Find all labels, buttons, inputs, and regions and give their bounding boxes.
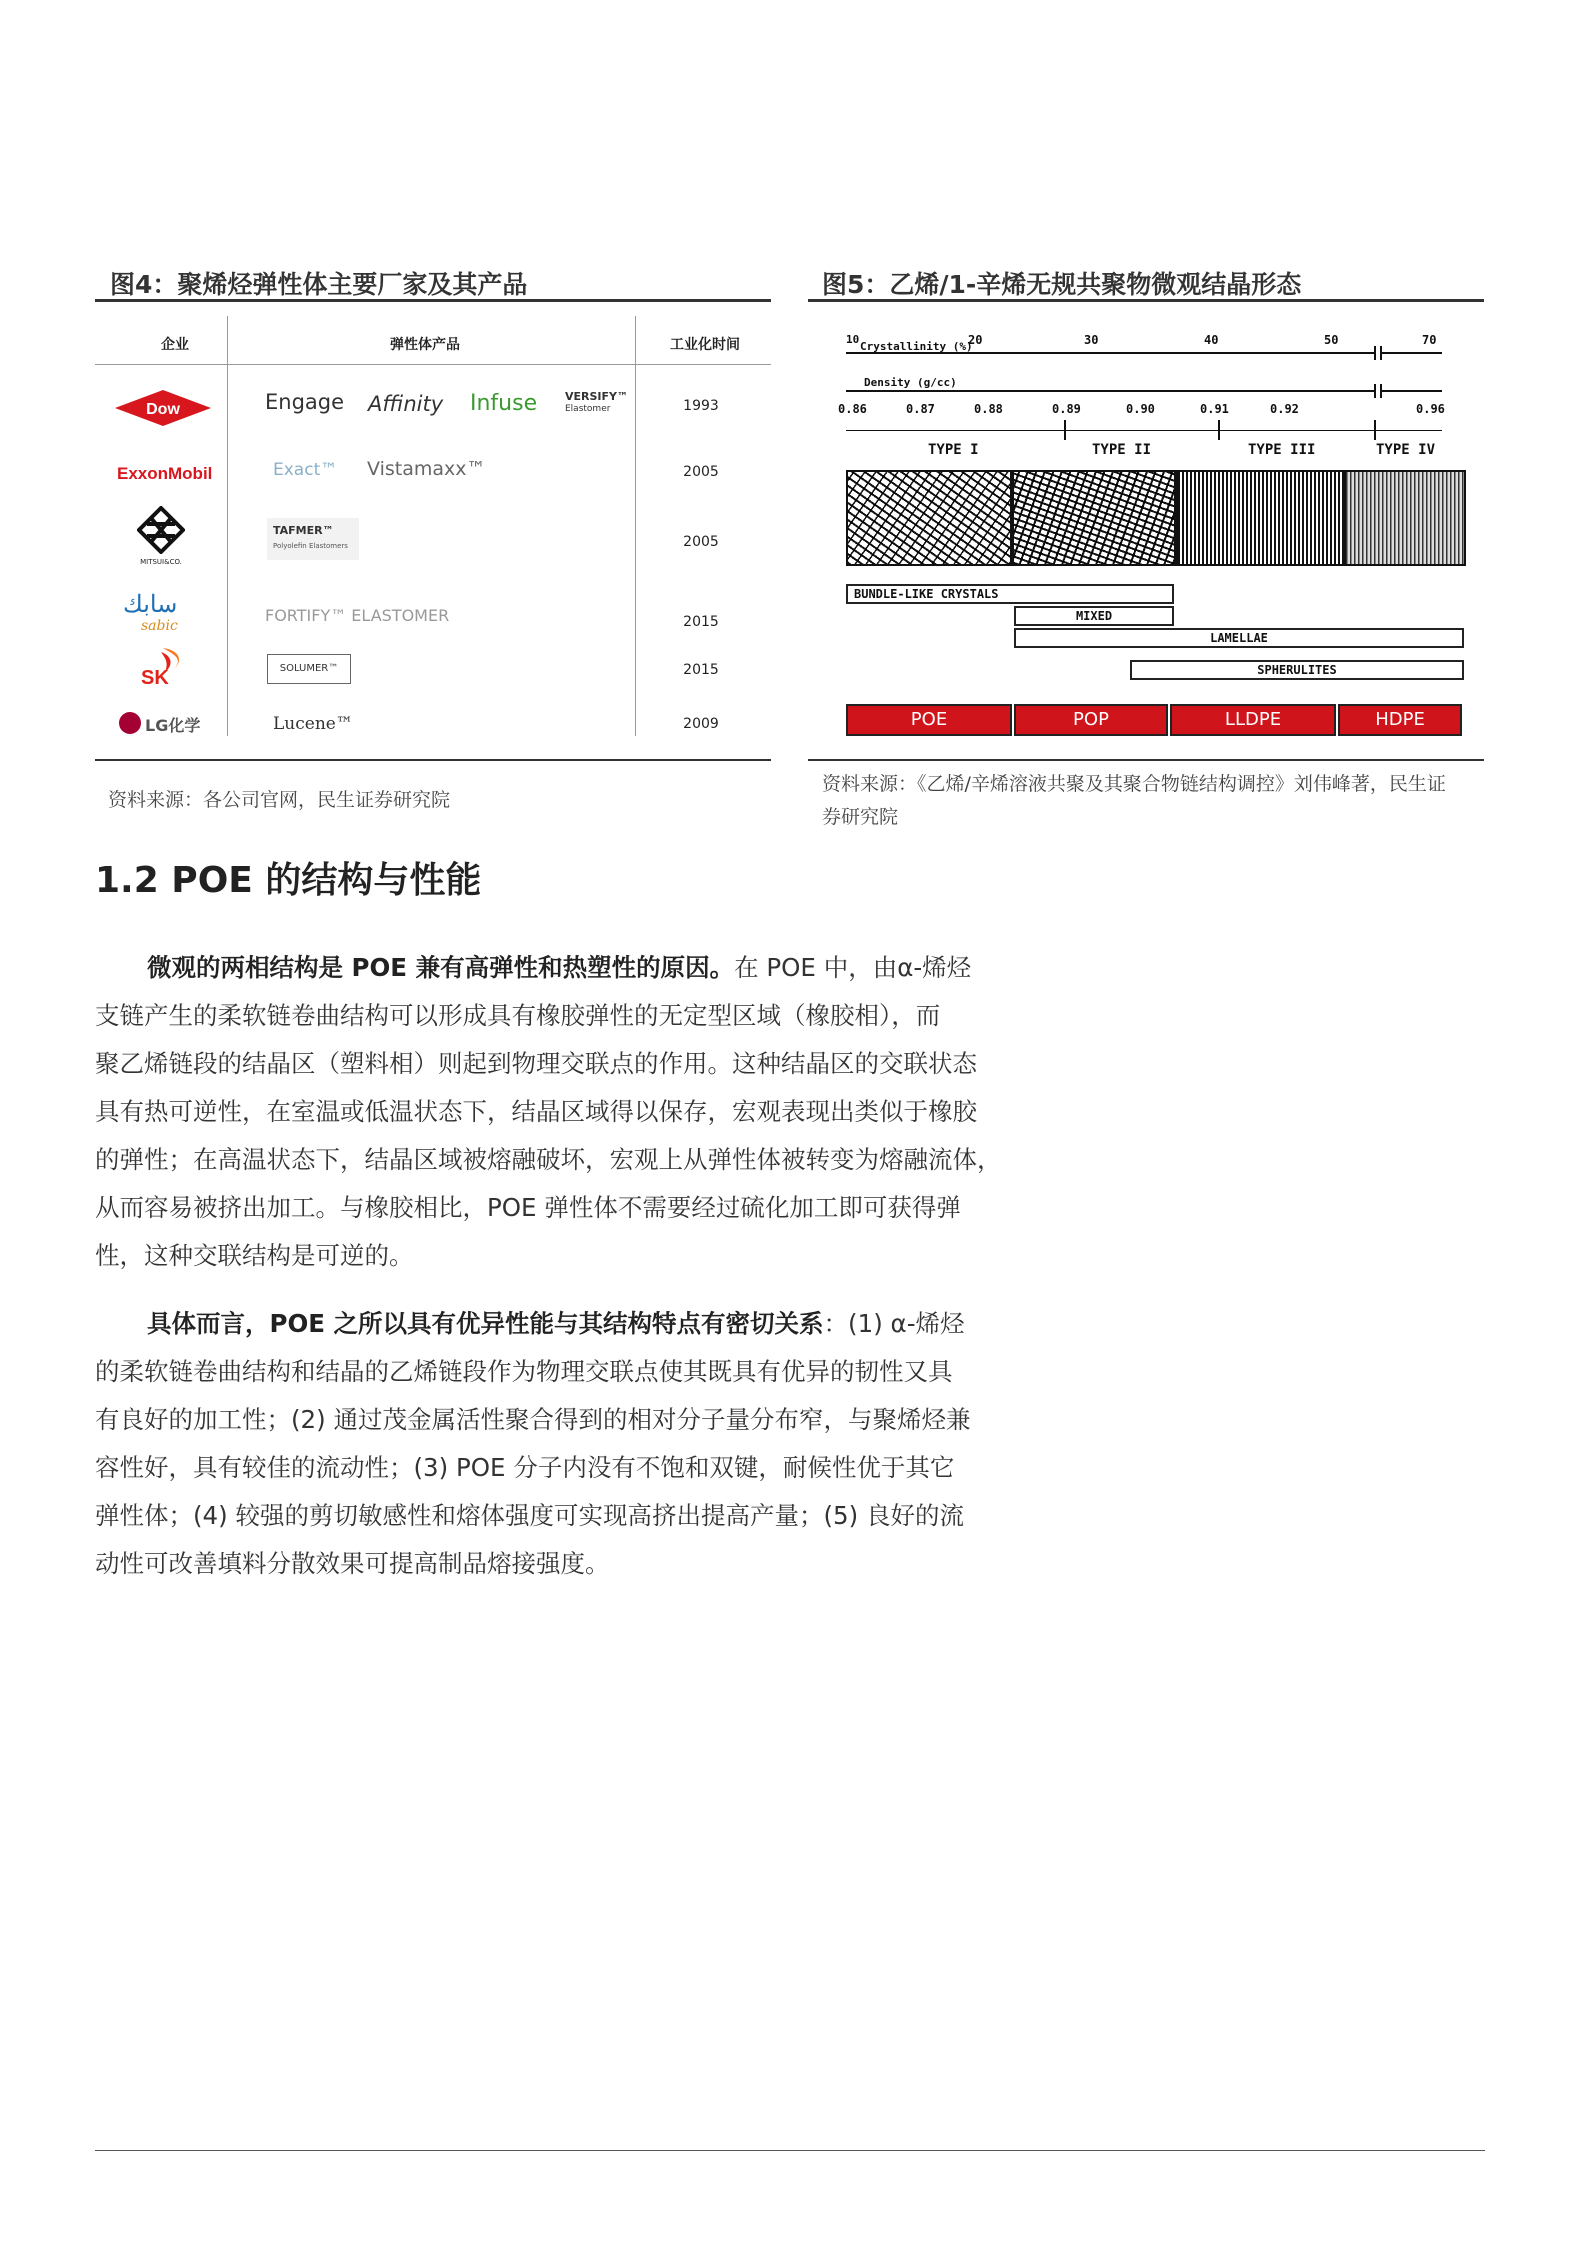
product-solumer: SOLUMER™ [267, 654, 351, 684]
bar-lamellae: LAMELLAE [1014, 628, 1464, 648]
fig4-table [95, 312, 771, 752]
fig4-title-rule [95, 299, 771, 302]
sabic-logo-script: سابك [123, 590, 178, 618]
p2-line-2: 有良好的加工性；(2) 通过茂金属活性聚合得到的相对分子量分布窄，与聚烯烃兼 [95, 1405, 971, 1434]
density-tick-090: 0.90 [1126, 402, 1155, 416]
p2-line-1: 的柔软链卷曲结构和结晶的乙烯链段作为物理交联点使其既具有优异的韧性又具 [95, 1357, 953, 1386]
footer-rule [95, 2150, 1485, 2151]
header-company: 企业 [161, 337, 189, 353]
fig5-title: 图5：乙烯/1-辛烯无规共聚物微观结晶形态 [822, 270, 1302, 299]
product-tafmer-sub: Polyolefin Elastomers [273, 542, 348, 550]
crystallinity-tick-70: 70 [1422, 333, 1437, 347]
density-tick-089: 0.89 [1052, 402, 1081, 416]
product-versify-sub: Elastomer [565, 404, 611, 414]
fig4-source: 资料来源：各公司官网，民生证券研究院 [108, 789, 451, 811]
fig5-diagram [808, 320, 1484, 740]
crystallinity-axis-break-2 [1380, 346, 1382, 360]
p1-bold-lead: 微观的两相结构是 POE 兼有高弹性和热塑性的原因。 [147, 953, 735, 982]
p2-line-5: 动性可改善填料分散效果可提高制品熔接强度。 [95, 1549, 610, 1578]
micrograph-type-iv [1344, 470, 1466, 566]
density-axis-break [1374, 384, 1376, 398]
type-iii-label: TYPE III [1248, 442, 1316, 458]
type-divider-2 [1218, 420, 1220, 440]
dow-logo [115, 388, 211, 432]
micrograph-type-iii [1176, 470, 1344, 566]
mitsui-diamond-icon [137, 506, 185, 554]
material-pop: POP [1014, 704, 1168, 736]
fig5-source-line1: 资料来源：《乙烯/辛烯溶液共聚及其聚合物链结构调控》刘伟峰著，民生证 [822, 773, 1446, 795]
material-lldpe: LLDPE [1170, 704, 1336, 736]
type-axis-line [846, 430, 1442, 431]
density-label: Density (g/cc) [864, 376, 957, 389]
year-exxonmobil: 2005 [683, 464, 719, 480]
density-tick-088: 0.88 [974, 402, 1003, 416]
year-lg: 2009 [683, 716, 719, 732]
density-tick-086: 0.86 [838, 402, 867, 416]
type-iv-label: TYPE IV [1376, 442, 1436, 458]
mitsui-logo-text: MITSUI&CO. [140, 558, 182, 566]
density-tick-092: 0.92 [1270, 402, 1299, 416]
fig5-bottom-rule [808, 759, 1484, 761]
type-divider-1 [1064, 420, 1066, 440]
product-infuse: Infuse [470, 391, 538, 416]
density-axis-break-2 [1380, 384, 1382, 398]
product-lucene: Lucene™ [273, 714, 353, 734]
fig5-source-line2: 券研究院 [822, 806, 899, 828]
crystallinity-tick-10: 10 [846, 333, 860, 346]
year-sk: 2015 [683, 662, 719, 678]
exxonmobil-logo: ExxonMobil [117, 464, 213, 483]
sabic-logo: sabic [141, 618, 178, 634]
type-i-label: TYPE I [928, 442, 979, 458]
product-exact: Exact™ [273, 460, 338, 480]
p2-line-4: 弹性体；(4) 较强的剪切敏感性和熔体强度可实现高挤出提高产量；(5) 良好的流 [95, 1501, 964, 1530]
product-engage: Engage [265, 390, 345, 414]
col-divider-2 [635, 316, 636, 736]
density-tick-087: 0.87 [906, 402, 935, 416]
fig4-bottom-rule [95, 759, 771, 761]
product-vistamaxx: Vistamaxx™ [367, 458, 486, 480]
fig4-title: 图4：聚烯烃弹性体主要厂家及其产品 [110, 270, 528, 299]
density-axis-line [846, 390, 1374, 392]
p1-line-4: 的弹性；在高温状态下，结晶区域被熔融破坏，宏观上从弹性体被转变为熔融流体， [95, 1145, 1002, 1174]
p1-line-6: 性，这种交联结构是可逆的。 [95, 1241, 414, 1270]
density-tick-091: 0.91 [1200, 402, 1229, 416]
material-poe: POE [846, 704, 1012, 736]
density-axis-line-2 [1380, 390, 1442, 392]
crystallinity-tick-50: 50 [1324, 333, 1339, 347]
crystallinity-tick-40: 40 [1204, 333, 1219, 347]
header-rule [95, 364, 771, 365]
p2-line-0: ：(1) α-烯烃 [823, 1309, 965, 1338]
product-fortify: FORTIFY™ ELASTOMER [265, 606, 450, 625]
p2-line-3: 容性好，具有较佳的流动性；(3) POE 分子内没有不饱和双键，耐候性优于其它 [95, 1453, 955, 1482]
material-hdpe: HDPE [1338, 704, 1462, 736]
p2-bold-lead: 具体而言，POE 之所以具有优异性能与其结构特点有密切关系 [147, 1309, 824, 1338]
header-product: 弹性体产品 [390, 337, 460, 353]
year-mitsui: 2005 [683, 534, 719, 550]
product-versify: VERSIFY™ [565, 390, 628, 403]
header-year: 工业化时间 [670, 337, 740, 353]
year-sabic: 2015 [683, 614, 719, 630]
p1-line-3: 具有热可逆性，在室温或低温状态下，结晶区域得以保存，宏观表现出类似于橡胶 [95, 1097, 977, 1126]
sk-logo-text: SK [141, 667, 169, 688]
micrograph-type-ii [1012, 470, 1176, 566]
col-divider-1 [227, 316, 228, 736]
p1-line-0: 在 POE 中，由α-烯烃 [734, 953, 972, 982]
sk-logo [139, 646, 189, 692]
crystallinity-tick-30: 30 [1084, 333, 1099, 347]
bar-mixed: MIXED [1014, 606, 1174, 626]
p1-line-5: 从而容易被挤出加工。与橡胶相比，POE 弹性体不需要经过硫化加工即可获得弹 [95, 1193, 961, 1222]
bar-bundle-like-crystals: BUNDLE-LIKE CRYSTALS [846, 584, 1174, 604]
type-ii-label: TYPE II [1092, 442, 1152, 458]
year-dow: 1993 [683, 398, 719, 414]
crystallinity-label: Crystallinity (%) [860, 340, 973, 353]
product-affinity: Affinity [368, 392, 444, 416]
crystallinity-tick-20: 20 [968, 333, 983, 347]
bar-spherulites: SPHERULITES [1130, 660, 1464, 680]
paragraph-1 [95, 944, 1045, 1280]
crystallinity-axis-break [1374, 346, 1376, 360]
dow-logo-text: Dow [146, 401, 180, 418]
lg-logo-text: LG化学 [145, 716, 201, 735]
p1-line-2: 聚乙烯链段的结晶区（塑料相）则起到物理交联点的作用。这种结晶区的交联状态 [95, 1049, 977, 1078]
lg-logo-icon [119, 712, 141, 734]
paragraph-2 [95, 1300, 1045, 1588]
product-tafmer-box [267, 518, 359, 560]
crystallinity-axis-line [846, 352, 1374, 354]
p1-line-1: 支链产生的柔软链卷曲结构可以形成具有橡胶弹性的无定型区域（橡胶相），而 [95, 1001, 941, 1030]
product-tafmer: TAFMER™ [273, 524, 334, 537]
crystallinity-axis-line-2 [1380, 352, 1442, 354]
section-title: 1.2 POE 的结构与性能 [95, 860, 482, 901]
micrograph-type-i [846, 470, 1012, 566]
density-tick-096: 0.96 [1416, 402, 1445, 416]
type-divider-3 [1374, 420, 1376, 440]
mitsui-logo [131, 506, 191, 566]
fig5-title-rule [808, 299, 1484, 302]
